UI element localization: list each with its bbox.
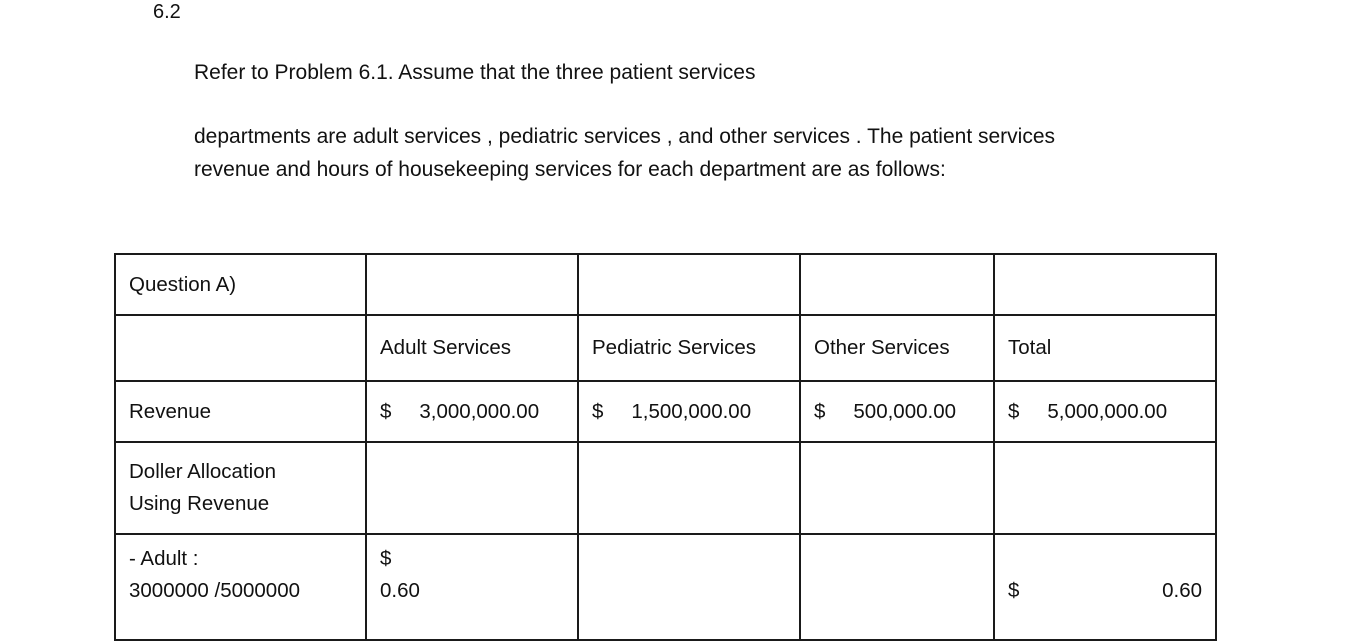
cell-empty bbox=[800, 534, 994, 640]
header-total: Total bbox=[994, 315, 1216, 381]
cell-empty bbox=[366, 442, 578, 534]
question-label: Question A) bbox=[129, 272, 237, 296]
header-pediatric-services: Pediatric Services bbox=[578, 315, 800, 381]
currency-symbol: $ bbox=[1008, 399, 1020, 423]
adult-label-line1: - Adult : bbox=[129, 547, 199, 570]
revenue-label: Revenue bbox=[115, 381, 366, 442]
header-other-services: Other Services bbox=[800, 315, 994, 381]
cell-empty bbox=[578, 254, 800, 315]
cell-empty bbox=[994, 254, 1216, 315]
revenue-total-cell bbox=[994, 381, 1216, 442]
problem-number: 6.2 bbox=[153, 1, 181, 23]
revenue-adult-amount: 3,000,000.00 bbox=[419, 399, 540, 423]
cell-empty bbox=[994, 442, 1216, 534]
revenue-pediatric-cell bbox=[578, 381, 800, 442]
cell-empty bbox=[800, 442, 994, 534]
cell-empty bbox=[800, 254, 994, 315]
adult-value-cell bbox=[366, 534, 578, 640]
adult-total-value: 0.60 bbox=[1162, 579, 1202, 602]
revenue-total-amount: 5,000,000.00 bbox=[1047, 399, 1168, 423]
adult-value: 0.60 bbox=[380, 579, 420, 602]
cell-empty bbox=[115, 315, 366, 381]
revenue-pediatric-amount: 1,500,000.00 bbox=[631, 399, 752, 423]
table-row-adult bbox=[115, 534, 1216, 640]
table-row-title bbox=[115, 254, 1216, 315]
table-row-allocation bbox=[115, 442, 1216, 534]
adult-label-line2: 3000000 /5000000 bbox=[129, 579, 301, 602]
header-adult-services: Adult Services bbox=[366, 315, 578, 381]
cell-empty bbox=[578, 442, 800, 534]
currency-symbol: $ bbox=[380, 399, 392, 423]
currency-symbol: $ bbox=[1008, 579, 1020, 602]
allocation-label-line2: Using Revenue bbox=[129, 492, 270, 515]
revenue-other-cell bbox=[800, 381, 994, 442]
revenue-adult-cell bbox=[366, 381, 578, 442]
table-row-revenue bbox=[115, 381, 1216, 442]
allocation-table bbox=[114, 253, 1217, 641]
currency-symbol: $ bbox=[592, 399, 604, 423]
cell-question-label bbox=[115, 254, 366, 315]
intro-line: Refer to Problem 6.1. Assume that the three patient services bbox=[194, 61, 756, 84]
cell-empty bbox=[366, 254, 578, 315]
cell-empty bbox=[578, 534, 800, 640]
revenue-other-amount: 500,000.00 bbox=[853, 399, 957, 423]
allocation-label-cell bbox=[115, 442, 366, 534]
currency-symbol: $ bbox=[380, 547, 392, 570]
currency-symbol: $ bbox=[814, 399, 826, 423]
table-row-headers bbox=[115, 315, 1216, 381]
problem-paragraph: departments are adult services , pediatric services , and other services . The patient services revenue and hours of housekeeping services for each department are as follows: bbox=[194, 125, 1056, 181]
allocation-label-line1: Doller Allocation bbox=[129, 460, 276, 483]
spacer bbox=[1008, 543, 1202, 575]
adult-label-cell bbox=[115, 534, 366, 640]
adult-total-cell bbox=[994, 534, 1216, 640]
